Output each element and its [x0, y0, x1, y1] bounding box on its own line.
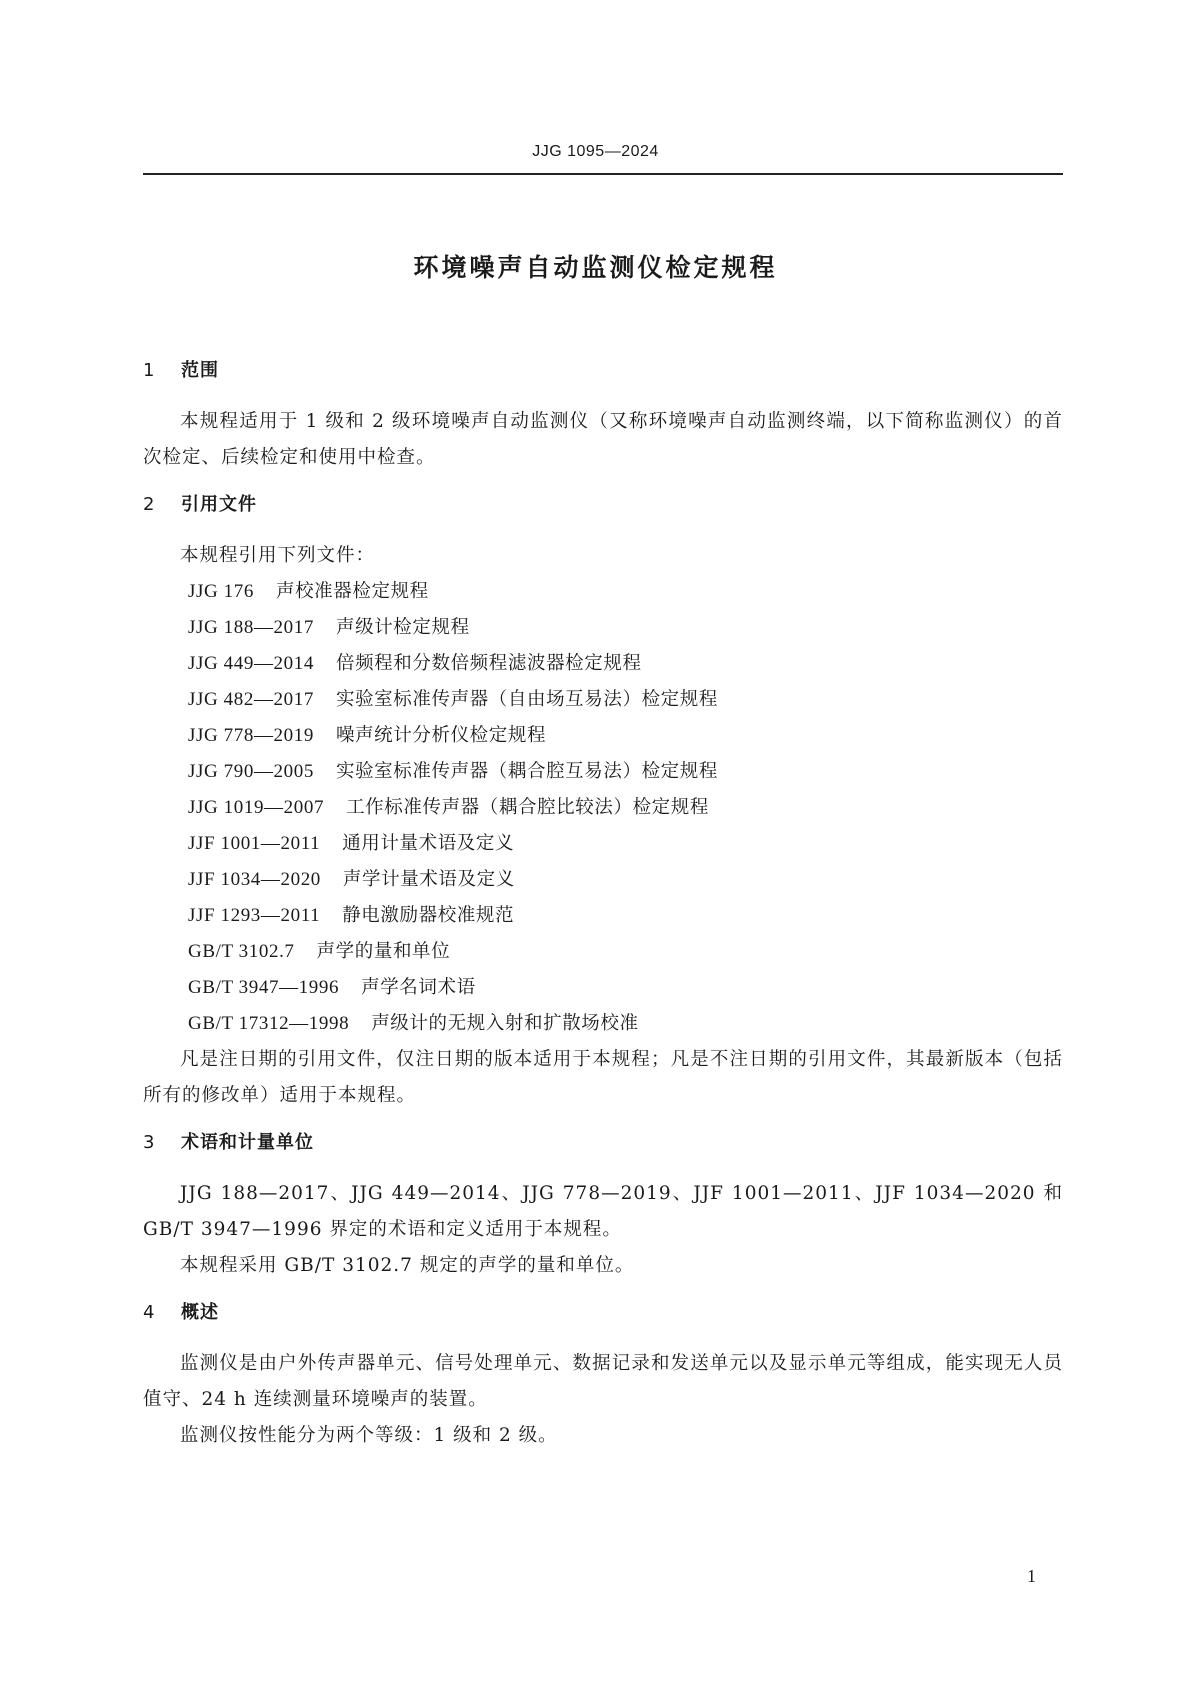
- section-heading-references: [143, 490, 1063, 520]
- reference-item: [143, 574, 1063, 610]
- reference-title: 声校准器检定规程: [275, 581, 429, 602]
- reference-code: JJG 1019—2007: [188, 797, 325, 818]
- section-number: 3: [143, 1132, 156, 1153]
- reference-code: GB/T 3102.7: [188, 941, 295, 962]
- reference-item: [143, 646, 1063, 682]
- section-title: 引用文件: [181, 494, 257, 515]
- reference-title: 噪声统计分析仪检定规程: [335, 725, 547, 746]
- reference-title: 实验室标准传声器（耦合腔互易法）检定规程: [335, 761, 718, 782]
- reference-code: JJF 1034—2020: [188, 869, 321, 890]
- section-heading-overview: [143, 1298, 1063, 1328]
- reference-item: [143, 862, 1063, 898]
- section-number: 1: [143, 360, 156, 381]
- reference-item: [143, 898, 1063, 934]
- reference-item: [143, 790, 1063, 826]
- section-heading-terms: [143, 1128, 1063, 1158]
- section-number: 4: [143, 1302, 156, 1323]
- paragraph: JJG 188—2017、JJG 449—2014、JJG 778—2019、JJF 1001—2011、JJF 1034—2020 和 GB/T 3947—1996 界定的术语和定义适用于本规程。: [143, 1183, 1063, 1240]
- reference-title: 声学的量和单位: [316, 941, 451, 962]
- reference-code: GB/T 17312—1998: [188, 1013, 350, 1034]
- reference-title: 倍频程和分数倍频程滤波器检定规程: [335, 653, 642, 674]
- running-header: [0, 143, 1191, 161]
- reference-item: [143, 1006, 1063, 1042]
- reference-title: 通用计量术语及定义: [342, 833, 515, 854]
- section-title: 范围: [181, 360, 219, 381]
- reference-item: [143, 934, 1063, 970]
- reference-code: JJG 482—2017: [188, 689, 314, 710]
- page-number: 1: [1027, 1566, 1036, 1586]
- reference-code: JJG 778—2019: [188, 725, 314, 746]
- reference-item: [143, 718, 1063, 754]
- reference-title: 静电激励器校准规范: [342, 905, 515, 926]
- reference-title: 声学名词术语: [361, 977, 476, 998]
- reference-code: JJG 449—2014: [188, 653, 314, 674]
- reference-title: 工作标准传声器（耦合腔比较法）检定规程: [346, 797, 709, 818]
- reference-code: JJG 790—2005: [188, 761, 314, 782]
- reference-code: JJF 1001—2011: [188, 833, 321, 854]
- reference-code: JJG 188—2017: [188, 617, 314, 638]
- reference-title: 声级计检定规程: [335, 617, 470, 638]
- paragraph: 本规程采用 GB/T 3102.7 规定的声学的量和单位。: [180, 1255, 635, 1276]
- reference-item: [143, 754, 1063, 790]
- section-heading-scope: [143, 356, 1063, 386]
- section-title: 概述: [181, 1302, 219, 1323]
- standard-code: JJG 1095—2024: [532, 143, 659, 160]
- references-closing: 凡是注日期的引用文件，仅注日期的版本适用于本规程；凡是不注日期的引用文件，其最新版本（包括所有的修改单）适用于本规程。: [143, 1049, 1063, 1106]
- reference-code: JJG 176: [188, 581, 254, 602]
- reference-item: [143, 970, 1063, 1006]
- reference-code: GB/T 3947—1996: [188, 977, 340, 998]
- reference-item: [143, 826, 1063, 862]
- document-title: 环境噪声自动监测仪检定规程: [413, 253, 778, 282]
- section-title: 术语和计量单位: [181, 1132, 314, 1153]
- document-body: [143, 356, 1063, 1454]
- section-number: 2: [143, 494, 156, 515]
- reference-title: 实验室标准传声器（自由场互易法）检定规程: [335, 689, 718, 710]
- paragraph: 本规程适用于 1 级和 2 级环境噪声自动监测仪（又称环境噪声自动监测终端，以下简称监测仪）的首次检定、后续检定和使用中检查。: [143, 411, 1063, 468]
- paragraph: 监测仪按性能分为两个等级：1 级和 2 级。: [180, 1425, 558, 1446]
- reference-title: 声级计的无规入射和扩散场校准: [371, 1013, 639, 1034]
- reference-item: [143, 610, 1063, 646]
- paragraph: 监测仪是由户外传声器单元、信号处理单元、数据记录和发送单元以及显示单元等组成，能实现无人员值守、24 h 连续测量环境噪声的装置。: [143, 1353, 1063, 1410]
- reference-code: JJF 1293—2011: [188, 905, 321, 926]
- reference-title: 声学计量术语及定义: [342, 869, 515, 890]
- reference-item: [143, 682, 1063, 718]
- header-rule: [143, 173, 1063, 175]
- references-intro: 本规程引用下列文件：: [180, 545, 376, 566]
